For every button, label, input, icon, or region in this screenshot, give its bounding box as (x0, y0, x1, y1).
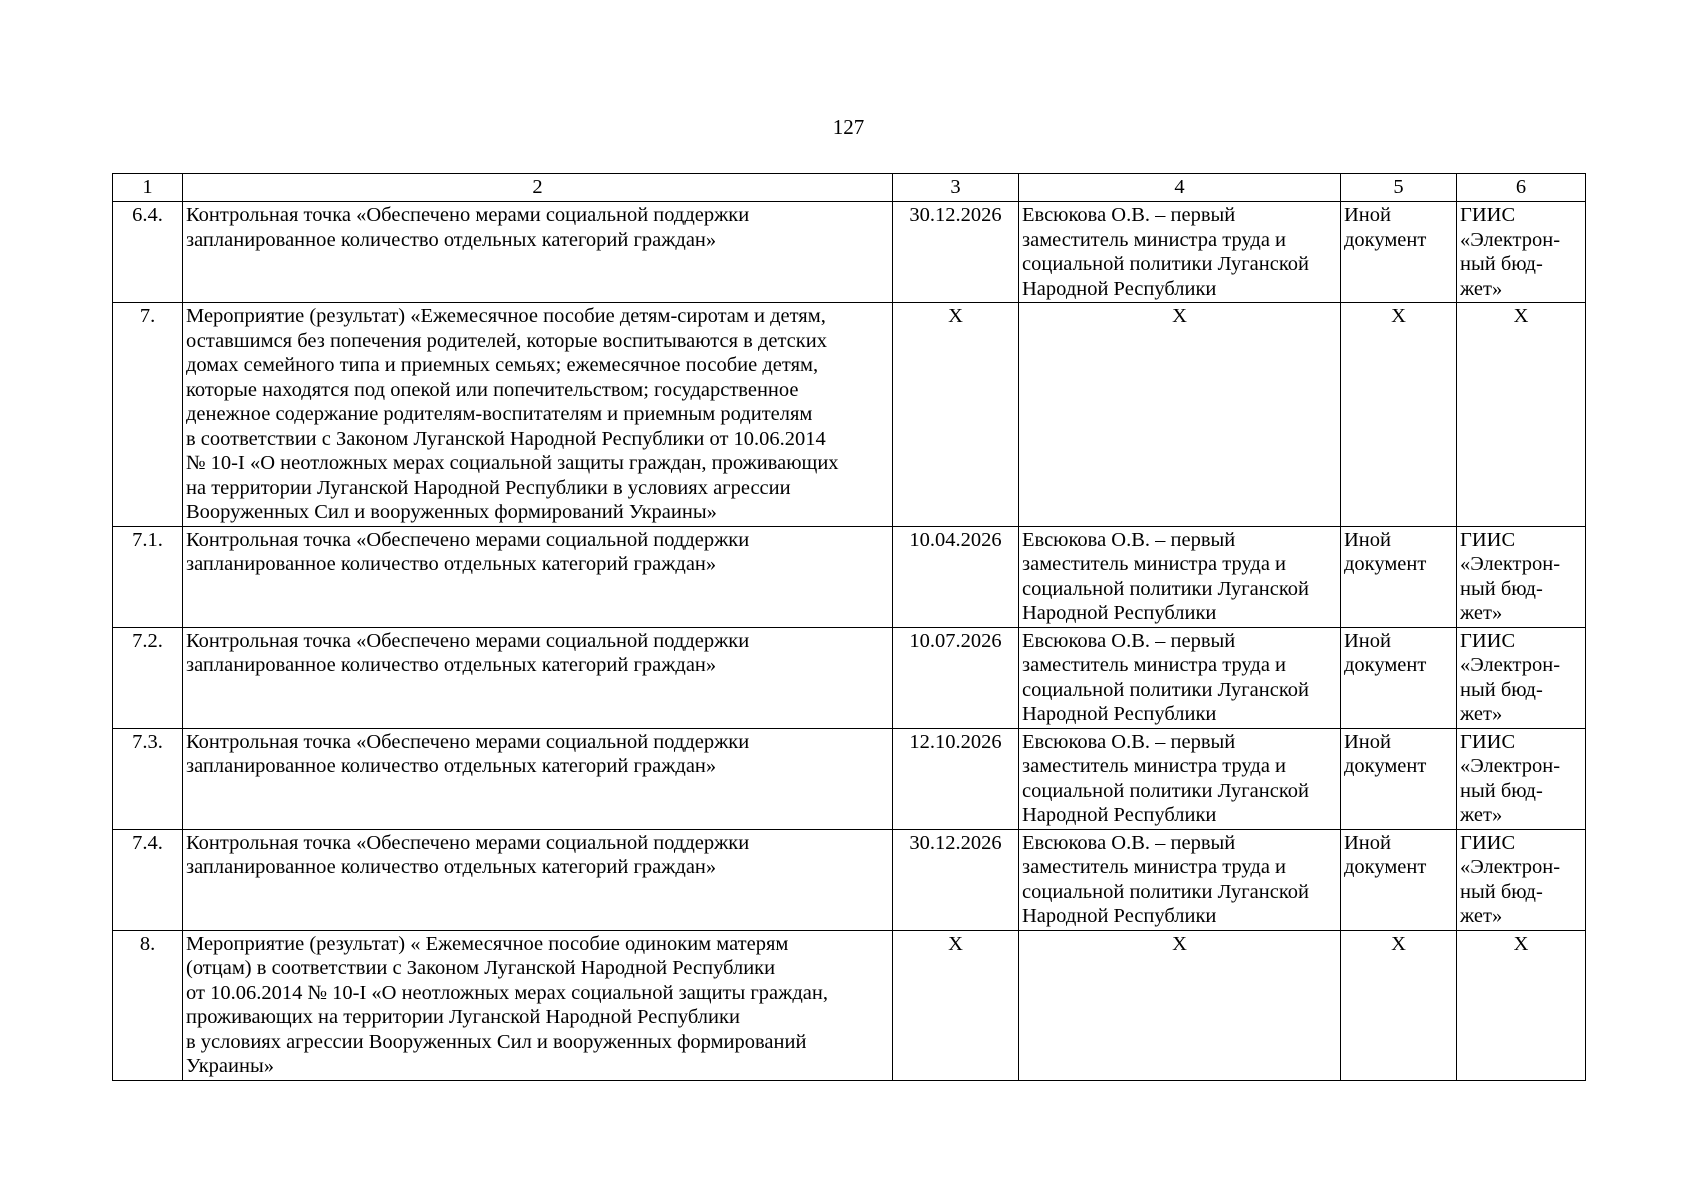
information-system-line: X (1513, 932, 1529, 955)
row-information-system (1457, 829, 1586, 930)
row-document-type (1341, 303, 1457, 527)
row-description (183, 303, 893, 527)
row-document-type (1341, 202, 1457, 303)
description-line: Контрольная точка «Обеспечено мерами социальной поддержки (186, 204, 750, 226)
row-document-type (1341, 930, 1457, 1080)
row-responsible (1019, 829, 1341, 930)
header-row (113, 174, 1586, 202)
description-line: запланированное количество отдельных категорий граждан» (186, 553, 717, 575)
document-type-line: документ (1344, 755, 1427, 777)
row-description (183, 202, 893, 303)
table-row (113, 829, 1586, 930)
row-deadline: 10.04.2026 (893, 526, 1019, 627)
information-system-line: «Электрон- (1460, 755, 1561, 777)
responsible-line: Евсюкова О.В. – первый (1022, 831, 1236, 854)
document-type-line: документ (1344, 856, 1427, 878)
row-number: 6.4. (113, 202, 183, 303)
row-deadline: 30.12.2026 (893, 829, 1019, 930)
page-number: 127 (832, 115, 865, 139)
information-system-line: «Электрон- (1460, 553, 1561, 575)
description-line: на территории Луганской Народной Республики в условиях агрессии (186, 476, 791, 499)
information-system-line: жет» (1460, 905, 1503, 927)
row-description (183, 829, 893, 930)
table-row (113, 627, 1586, 728)
document-type-line: документ (1344, 553, 1427, 575)
description-line: запланированное количество отдельных категорий граждан» (186, 228, 717, 251)
responsible-line: Народной Республики (1022, 703, 1217, 725)
row-information-system (1457, 627, 1586, 728)
row-deadline: 12.10.2026 (893, 728, 1019, 829)
description-line: запланированное количество отдельных категорий граждан» (186, 654, 717, 676)
information-system-line: ГИИС (1460, 528, 1516, 551)
responsible-line: Народной Республики (1022, 905, 1217, 927)
row-document-type (1341, 627, 1457, 728)
row-number: 7. (113, 303, 183, 527)
row-description (183, 627, 893, 728)
document-type-line: Иной (1344, 528, 1391, 551)
information-system-line: ный бюд- (1460, 779, 1543, 802)
row-number: 7.1. (113, 526, 183, 627)
responsible-line: социальной политики Луганской (1022, 779, 1309, 802)
responsible-line: социальной политики Луганской (1022, 678, 1309, 701)
description-line: запланированное количество отдельных категорий граждан» (186, 755, 717, 777)
responsible-line: Евсюкова О.В. – первый (1022, 528, 1236, 551)
row-number: 7.2. (113, 627, 183, 728)
row-information-system (1457, 728, 1586, 829)
responsible-line: Народной Республики (1022, 804, 1217, 826)
row-document-type (1341, 728, 1457, 829)
information-system-line: жет» (1460, 804, 1503, 826)
information-system-line: жет» (1460, 703, 1503, 725)
row-document-type (1341, 526, 1457, 627)
row-deadline: 10.07.2026 (893, 627, 1019, 728)
document-type-line: документ (1344, 654, 1427, 676)
description-line: Контрольная точка «Обеспечено мерами социальной поддержки (186, 629, 750, 652)
document-type-line: Иной (1344, 204, 1391, 226)
responsible-line: Народной Республики (1022, 602, 1217, 624)
column-header-1: 1 (113, 174, 183, 202)
information-system-line: ный бюд- (1460, 678, 1543, 701)
row-information-system (1457, 202, 1586, 303)
information-system-line: ный бюд- (1460, 577, 1543, 600)
row-description (183, 526, 893, 627)
description-line: которые находятся под опекой или попечительством; государственное (186, 378, 799, 401)
table-row (113, 303, 1586, 527)
row-responsible (1019, 303, 1341, 527)
table-row (113, 202, 1586, 303)
row-responsible (1019, 526, 1341, 627)
information-system-line: X (1513, 305, 1529, 327)
responsible-line: Евсюкова О.В. – первый (1022, 204, 1236, 226)
description-line: проживающих на территории Луганской Народной Республики (186, 1006, 740, 1028)
responsible-line: Народной Республики (1022, 277, 1217, 300)
document-type-line: Иной (1344, 831, 1391, 854)
column-header-2: 2 (183, 174, 893, 202)
column-header-3: 3 (893, 174, 1019, 202)
document-type-line: X (1391, 932, 1406, 955)
information-system-line: ГИИС (1460, 730, 1516, 753)
row-responsible (1019, 627, 1341, 728)
table-row (113, 930, 1586, 1080)
row-deadline: X (893, 930, 1019, 1080)
information-system-line: «Электрон- (1460, 654, 1561, 676)
information-system-line: ный бюд- (1460, 253, 1543, 275)
row-description (183, 930, 893, 1080)
description-line: Мероприятие (результат) «Ежемесячное пособие детям-сиротам и детям, (186, 305, 826, 327)
responsible-line: Евсюкова О.В. – первый (1022, 730, 1236, 753)
row-number: 8. (113, 930, 183, 1080)
responsible-line: заместитель министра труда и (1022, 553, 1287, 575)
row-document-type (1341, 829, 1457, 930)
row-number: 7.4. (113, 829, 183, 930)
description-line: Контрольная точка «Обеспечено мерами социальной поддержки (186, 528, 750, 551)
description-line: Контрольная точка «Обеспечено мерами социальной поддержки (186, 831, 750, 854)
responsible-line: заместитель министра труда и (1022, 228, 1287, 251)
description-line: в условиях агрессии Вооруженных Сил и вооруженных формирований (186, 1030, 807, 1053)
description-line: № 10-I «О неотложных мерах социальной защиты граждан, проживающих (186, 452, 839, 474)
information-system-line: ный бюд- (1460, 880, 1543, 903)
description-line: Контрольная точка «Обеспечено мерами социальной поддержки (186, 730, 750, 753)
information-system-line: «Электрон- (1460, 228, 1561, 251)
row-number: 7.3. (113, 728, 183, 829)
row-responsible (1019, 728, 1341, 829)
row-information-system (1457, 303, 1586, 527)
description-line: Мероприятие (результат) « Ежемесячное пособие одиноким матерям (186, 932, 789, 955)
information-system-line: жет» (1460, 277, 1503, 300)
description-line: в соответствии с Законом Луганской Народной Республики от 10.06.2014 (186, 427, 826, 450)
description-line: (отцам) в соответствии с Законом Луганской Народной Республики (186, 957, 776, 979)
row-description (183, 728, 893, 829)
responsible-line: Евсюкова О.В. – первый (1022, 629, 1236, 652)
description-line: Украины» (186, 1055, 274, 1077)
responsible-line: социальной политики Луганской (1022, 577, 1309, 600)
row-information-system (1457, 526, 1586, 627)
description-line: домах семейного типа и приемных семьях; ежемесячное пособие детям, (186, 354, 819, 376)
information-system-line: жет» (1460, 602, 1503, 624)
column-header-5: 5 (1341, 174, 1457, 202)
responsible-line: X (1172, 305, 1187, 327)
table-body (113, 202, 1586, 1081)
description-line: денежное содержание родителям-воспитателям и приемным родителям (186, 403, 813, 425)
description-line: запланированное количество отдельных категорий граждан» (186, 856, 717, 878)
responsible-line: заместитель министра труда и (1022, 654, 1287, 676)
row-responsible (1019, 202, 1341, 303)
column-header-6: 6 (1457, 174, 1586, 202)
responsible-line: заместитель министра труда и (1022, 856, 1287, 878)
responsible-line: X (1172, 932, 1187, 955)
table-header (113, 174, 1586, 202)
information-system-line: ГИИС (1460, 629, 1516, 652)
responsible-line: социальной политики Луганской (1022, 880, 1309, 903)
row-deadline: X (893, 303, 1019, 527)
row-information-system (1457, 930, 1586, 1080)
description-line: оставшимся без попечения родителей, которые воспитываются в детских (186, 329, 827, 352)
information-system-line: ГИИС (1460, 831, 1516, 854)
table-row (113, 728, 1586, 829)
document-type-line: X (1391, 305, 1406, 327)
description-line: Вооруженных Сил и вооруженных формирований Украины» (186, 501, 717, 523)
document-type-line: документ (1344, 228, 1427, 251)
row-deadline: 30.12.2026 (893, 202, 1019, 303)
description-line: от 10.06.2014 № 10-I «О неотложных мерах социальной защиты граждан, (186, 981, 828, 1004)
table-row (113, 526, 1586, 627)
responsible-line: заместитель министра труда и (1022, 755, 1287, 777)
row-responsible (1019, 930, 1341, 1080)
column-header-4: 4 (1019, 174, 1341, 202)
document-type-line: Иной (1344, 629, 1391, 652)
information-system-line: ГИИС (1460, 204, 1516, 226)
document-type-line: Иной (1344, 730, 1391, 753)
plan-table (112, 173, 1586, 1081)
responsible-line: социальной политики Луганской (1022, 253, 1309, 275)
information-system-line: «Электрон- (1460, 856, 1561, 878)
